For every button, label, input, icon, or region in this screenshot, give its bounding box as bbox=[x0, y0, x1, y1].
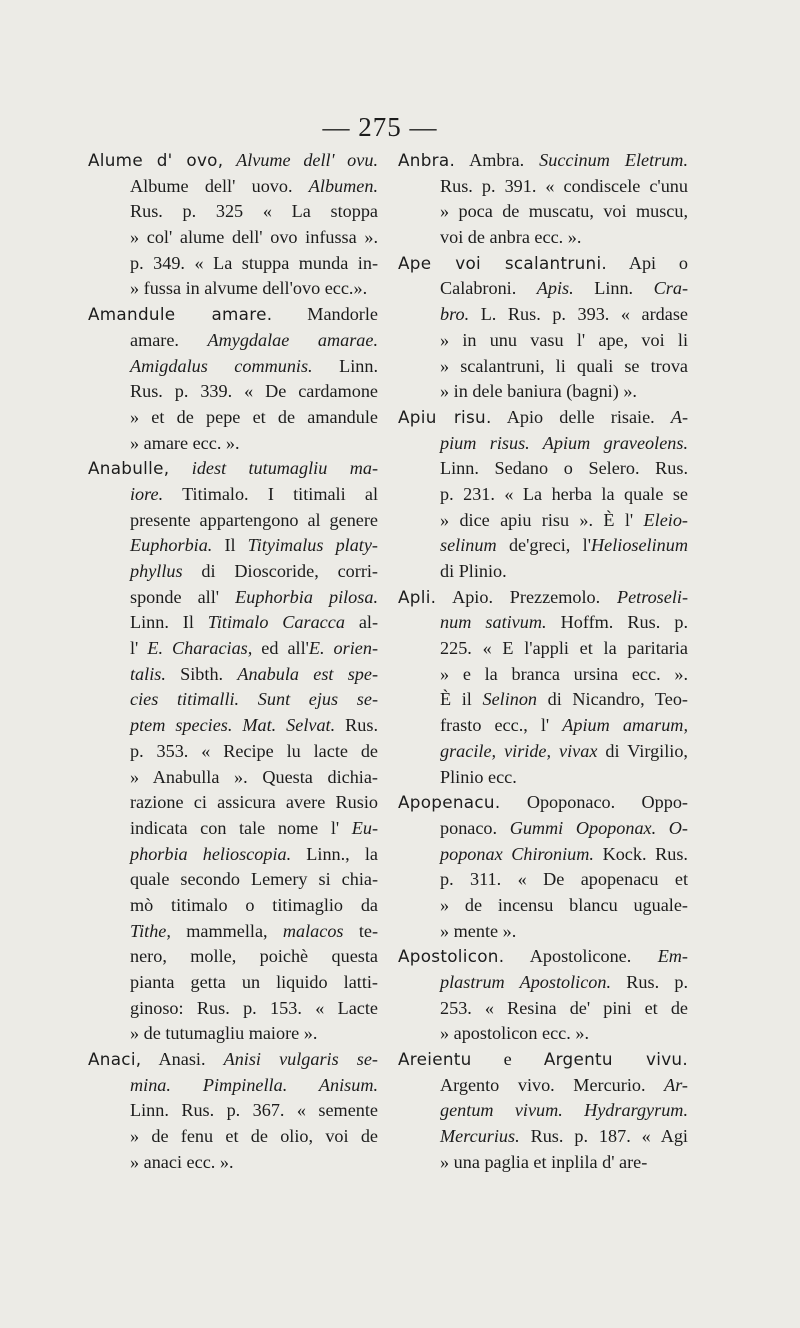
text-segment: Titimalo. I titimali al bbox=[163, 483, 378, 504]
text-segment: Apio. Prezzemolo. bbox=[436, 586, 617, 607]
entry-line bbox=[88, 1124, 378, 1150]
right-column bbox=[398, 148, 688, 1176]
left-column bbox=[88, 148, 378, 1176]
text-segment: al- bbox=[344, 612, 378, 633]
entry-line bbox=[88, 354, 378, 380]
entry-line bbox=[88, 893, 378, 919]
text-segment: ed all' bbox=[252, 638, 309, 659]
entry-headword: Anbra. bbox=[398, 150, 456, 170]
entry-line bbox=[398, 662, 688, 688]
text-segment: Rus. p. 339. « De cardamone bbox=[130, 381, 378, 402]
italic-text: Anisi vulgaris se- bbox=[223, 1049, 378, 1070]
entry-line bbox=[398, 765, 688, 791]
text-segment: razione ci assicura avere Rusio bbox=[130, 792, 378, 813]
italic-text: talis. bbox=[130, 663, 166, 684]
entry-line bbox=[398, 739, 688, 765]
entry-line bbox=[88, 970, 378, 996]
entry-apopenacu bbox=[398, 790, 688, 944]
text-segment: te- bbox=[343, 920, 378, 941]
entry-line bbox=[398, 585, 688, 611]
entry-anabulle bbox=[88, 456, 378, 1047]
text-segment: Linn., la bbox=[291, 843, 378, 864]
italic-text: pium risus. Apium graveolens. bbox=[440, 432, 688, 453]
text-segment: Ambra. bbox=[455, 150, 540, 170]
entry-line bbox=[398, 508, 688, 534]
italic-text: ptem species. Mat. Selvat. bbox=[130, 715, 336, 736]
text-segment: p. 353. « Recipe lu lacte de bbox=[130, 740, 378, 761]
entry-line bbox=[398, 610, 688, 636]
entry-line bbox=[88, 1073, 378, 1099]
italic-text: Apium amarum, bbox=[562, 715, 688, 736]
entry-line bbox=[398, 225, 688, 251]
italic-text: gracile, viride, vivax bbox=[440, 740, 598, 761]
text-segment: sponde all' bbox=[130, 586, 236, 607]
italic-text: Anabula est spe- bbox=[237, 663, 378, 684]
entry-line bbox=[398, 816, 688, 842]
entry-line bbox=[398, 1047, 688, 1073]
entry-line bbox=[88, 559, 378, 585]
entry-line bbox=[88, 276, 378, 302]
entry-line bbox=[88, 1098, 378, 1124]
italic-text: plastrum Apostolicon. bbox=[440, 972, 612, 992]
italic-text: Euphorbia. bbox=[130, 535, 213, 556]
text-segment: » una paglia et inplila d' are- bbox=[440, 1151, 648, 1172]
entry-line bbox=[88, 765, 378, 791]
entry-line bbox=[88, 713, 378, 739]
entry-line bbox=[88, 1021, 378, 1047]
text-segment: indicata con tale nome l' bbox=[130, 817, 352, 838]
entry-line bbox=[88, 739, 378, 765]
entry-line bbox=[88, 251, 378, 277]
text-segment bbox=[169, 458, 191, 478]
text-segment: Linn. Il bbox=[130, 612, 208, 633]
text-segment: p. 231. « La herba la quale se bbox=[440, 483, 688, 504]
entry-line bbox=[398, 919, 688, 945]
text-segment: » de incensu blancu uguale- bbox=[440, 894, 688, 915]
entry-line bbox=[398, 970, 688, 996]
text-segment: » poca de muscatu, voi muscu, bbox=[440, 201, 688, 222]
entry-line bbox=[398, 148, 688, 174]
text-segment: Api o bbox=[607, 252, 688, 273]
entry-line bbox=[398, 328, 688, 354]
entry-line bbox=[88, 790, 378, 816]
entry-line bbox=[88, 636, 378, 662]
entry-line bbox=[88, 944, 378, 970]
entry-anbra bbox=[398, 148, 688, 251]
text-segment: mò titimalo o titimaglio da bbox=[130, 894, 378, 915]
text-segment: Linn. Sedano o Selero. Rus. bbox=[440, 458, 688, 479]
italic-text: idest tutumagliu ma- bbox=[191, 458, 378, 479]
entry-line bbox=[88, 405, 378, 431]
entry-line bbox=[398, 456, 688, 482]
text-segment: Plinio ecc. bbox=[440, 766, 517, 787]
entry-line bbox=[398, 533, 688, 559]
text-segment: p. 349. « La stuppa munda in- bbox=[130, 252, 378, 273]
entry-line bbox=[88, 482, 378, 508]
text-segment: Apostolicone. bbox=[504, 946, 658, 967]
entry-line bbox=[88, 379, 378, 405]
entry-line bbox=[398, 1073, 688, 1099]
text-segment: Linn. Rus. p. 367. « semente bbox=[130, 1100, 378, 1121]
text-segment: » anaci ecc. ». bbox=[130, 1151, 234, 1172]
entry-line bbox=[398, 687, 688, 713]
entry-line bbox=[88, 199, 378, 225]
italic-text: Amygdalae amarae. bbox=[207, 329, 378, 350]
entry-line bbox=[88, 302, 378, 328]
entry-line bbox=[398, 276, 688, 302]
text-segment: Rus. p. 391. « condiscele c'unu bbox=[440, 175, 688, 196]
entry-line bbox=[398, 482, 688, 508]
text-segment: Sibth. bbox=[165, 663, 238, 684]
entry-apostolicon bbox=[398, 944, 688, 1047]
italic-text: Apis. bbox=[536, 278, 574, 299]
entry-line bbox=[88, 328, 378, 354]
text-segment: 253. « Resina de' pini et de bbox=[440, 997, 688, 1018]
text-segment: » de tutumagliu maiore ». bbox=[130, 1023, 318, 1044]
page-number: — 275 — bbox=[322, 112, 438, 142]
text-segment: Apio delle risaie. bbox=[491, 406, 671, 427]
italic-text: Petroseli- bbox=[616, 586, 688, 607]
text-segment: nero, molle, poichè questa bbox=[130, 946, 378, 967]
entry-headword: Apli. bbox=[398, 586, 437, 607]
entry-line bbox=[398, 199, 688, 225]
text-segment: » col' alume dell' ovo infussa ». bbox=[130, 227, 378, 248]
text-segment: di Virgilio, bbox=[597, 740, 688, 761]
italic-text: Helioselinum bbox=[591, 535, 688, 556]
text-segment: Albume dell' uovo. bbox=[130, 175, 309, 196]
text-segment: » scalantruni, li quali se trova bbox=[440, 355, 688, 376]
text-segment: 225. « E l'appli et la paritaria bbox=[440, 638, 688, 659]
italic-text: Ar- bbox=[664, 1074, 688, 1095]
entry-line bbox=[398, 251, 688, 277]
entry-line bbox=[88, 662, 378, 688]
italic-text: Alvume dell' ovu. bbox=[236, 150, 378, 170]
entry-headword: Alume d' ovo, bbox=[88, 150, 224, 170]
text-segment bbox=[223, 150, 236, 170]
entry-line bbox=[88, 225, 378, 251]
text-segment: » dice apiu risu ». È l' bbox=[440, 509, 644, 530]
entry-line bbox=[398, 713, 688, 739]
text-segment: di Dioscoride, corri- bbox=[182, 561, 378, 581]
text-segment: » mente ». bbox=[440, 920, 517, 941]
italic-text: E. orien- bbox=[308, 638, 378, 659]
text-segment: » et de pepe et de amandule bbox=[130, 406, 378, 427]
italic-text: poponax Chironium. bbox=[440, 843, 594, 864]
entry-line bbox=[88, 867, 378, 893]
italic-text: Gummi Opoponax. O- bbox=[509, 817, 688, 838]
entry-line bbox=[88, 610, 378, 636]
entry-headword: Argentu vivu. bbox=[543, 1049, 688, 1070]
entry-areientu bbox=[398, 1047, 688, 1175]
text-segment: l' bbox=[130, 638, 148, 659]
text-segment: Argento vivo. Mercurio. bbox=[440, 1074, 665, 1095]
text-segment: » fussa in alvume dell'ovo ecc.». bbox=[130, 278, 368, 299]
text-segment: mammella, bbox=[170, 920, 283, 941]
text-segment: ginoso: Rus. p. 153. « Lacte bbox=[130, 997, 378, 1018]
text-segment: Rus. p. 325 « La stoppa bbox=[130, 201, 378, 222]
text-segment: pianta getta un liquido latti- bbox=[130, 972, 378, 992]
entry-line bbox=[398, 559, 688, 585]
entry-line bbox=[398, 431, 688, 457]
entry-headword: Apostolicon. bbox=[398, 946, 505, 967]
italic-text: gentum vivum. Hydrargyrum. bbox=[440, 1100, 688, 1121]
italic-text: bro. bbox=[440, 304, 470, 325]
italic-text: Eu- bbox=[351, 817, 378, 838]
text-segment: L. Rus. p. 393. « ardase bbox=[469, 304, 688, 325]
entry-line bbox=[398, 944, 688, 970]
italic-text: Tityimalus platy- bbox=[247, 535, 378, 556]
italic-text: Albumen. bbox=[308, 175, 378, 196]
italic-text: A- bbox=[670, 406, 688, 427]
text-segment: Anasi. bbox=[141, 1049, 224, 1070]
text-segment: Il bbox=[212, 535, 248, 556]
text-segment: de'greci, l' bbox=[496, 535, 591, 556]
entry-line bbox=[398, 1021, 688, 1047]
entry-line bbox=[398, 842, 688, 868]
entry-line bbox=[88, 508, 378, 534]
text-segment: di Plinio. bbox=[440, 561, 507, 581]
italic-text: Titimalo Caracca bbox=[207, 612, 345, 633]
entry-line bbox=[88, 919, 378, 945]
entry-headword: Areientu bbox=[398, 1049, 472, 1070]
entry-apli bbox=[398, 585, 688, 791]
italic-text: Mercurius. bbox=[440, 1126, 520, 1147]
entry-line bbox=[398, 1098, 688, 1124]
entry-line bbox=[398, 996, 688, 1022]
text-segment: frasto ecc., l' bbox=[440, 715, 563, 736]
italic-text: phyllus bbox=[130, 561, 183, 581]
text-segment: » apostolicon ecc. ». bbox=[440, 1023, 589, 1044]
text-segment: Rus. p. 187. « Agi bbox=[519, 1126, 688, 1147]
entry-line bbox=[88, 585, 378, 611]
entry-line bbox=[398, 302, 688, 328]
entry-ape-voi-scalantruni bbox=[398, 251, 688, 405]
text-segment: È il bbox=[440, 689, 483, 710]
italic-text: E. Characias, bbox=[147, 638, 253, 659]
text-segment: Rus. p. bbox=[611, 972, 688, 992]
entry-alume-d-ovo bbox=[88, 148, 378, 302]
text-segment: » in unu vasu l' ape, voi li bbox=[440, 329, 688, 350]
entry-line bbox=[398, 1150, 688, 1176]
text-segment: Opoponaco. Oppo- bbox=[500, 792, 688, 813]
italic-text: Selinon bbox=[482, 689, 538, 710]
entry-line bbox=[398, 379, 688, 405]
entry-line bbox=[88, 1150, 378, 1176]
italic-text: Tithe, bbox=[130, 920, 171, 941]
entry-line bbox=[88, 996, 378, 1022]
entry-line bbox=[88, 816, 378, 842]
italic-text: phorbia helioscopia. bbox=[130, 843, 292, 864]
italic-text: Amigdalus communis. bbox=[130, 355, 313, 376]
text-segment: quale secondo Lemery si chia- bbox=[130, 869, 378, 890]
entry-line bbox=[88, 148, 378, 174]
text-segment: p. 311. « De apopenacu et bbox=[440, 869, 688, 890]
entry-line bbox=[88, 533, 378, 559]
entry-line bbox=[398, 354, 688, 380]
text-segment: e bbox=[471, 1049, 544, 1070]
italic-text: selinum bbox=[440, 535, 497, 556]
italic-text: Cra- bbox=[653, 278, 688, 299]
entry-headword: Apiu risu. bbox=[398, 406, 492, 427]
text-segment: voi de anbra ecc. ». bbox=[440, 227, 582, 248]
entry-line bbox=[398, 174, 688, 200]
text-segment: Rus. bbox=[335, 715, 378, 736]
text-segment: Hoffm. Rus. p. bbox=[546, 612, 688, 633]
entry-line bbox=[88, 842, 378, 868]
italic-text: cies titimalli. Sunt ejus se- bbox=[130, 689, 378, 710]
entry-amandule-amare bbox=[88, 302, 378, 456]
text-segment: » in dele baniura (bagni) ». bbox=[440, 381, 637, 402]
entry-line bbox=[88, 1047, 378, 1073]
entry-anaci bbox=[88, 1047, 378, 1175]
entry-line bbox=[398, 867, 688, 893]
text-segment: Linn. bbox=[573, 278, 654, 299]
text-segment: di Nicandro, Teo- bbox=[537, 689, 688, 710]
text-segment: » de fenu et de olio, voi de bbox=[130, 1126, 378, 1147]
italic-text: Euphorbia pilosa. bbox=[235, 586, 378, 607]
text-segment: » amare ecc. ». bbox=[130, 432, 240, 453]
entry-headword: Ape voi scalantruni. bbox=[398, 252, 608, 273]
italic-text: Succinum Eletrum. bbox=[539, 150, 688, 170]
italic-text: Em- bbox=[657, 946, 688, 967]
text-segment: Kock. Rus. bbox=[593, 843, 688, 864]
entry-line bbox=[88, 174, 378, 200]
italic-text: Eleio- bbox=[643, 509, 688, 530]
entry-line bbox=[398, 893, 688, 919]
text-segment: Mandorle bbox=[272, 304, 378, 325]
italic-text: iore. bbox=[130, 483, 164, 504]
entry-headword: Anabulle, bbox=[88, 458, 170, 479]
entry-headword: Amandule amare. bbox=[88, 304, 273, 325]
entry-headword: Apopenacu. bbox=[398, 792, 501, 813]
text-segment: ponaco. bbox=[440, 817, 510, 838]
entry-line bbox=[88, 431, 378, 457]
entry-line bbox=[88, 456, 378, 482]
text-segment: » e la branca ursina ecc. ». bbox=[440, 663, 688, 684]
text-segment: » Anabulla ». Questa dichia- bbox=[130, 766, 378, 787]
entry-line bbox=[398, 405, 688, 431]
text-segment: Linn. bbox=[312, 355, 378, 376]
text-segment: amare. bbox=[130, 329, 208, 350]
italic-text: mina. Pimpinella. Anisum. bbox=[130, 1074, 378, 1095]
entry-line bbox=[398, 636, 688, 662]
entry-line bbox=[398, 1124, 688, 1150]
text-segment: Calabroni. bbox=[440, 278, 537, 299]
text-segment: presente appartengono al genere bbox=[130, 509, 378, 530]
italic-text: malacos bbox=[282, 920, 344, 941]
entry-line bbox=[88, 687, 378, 713]
entry-line bbox=[398, 790, 688, 816]
entry-headword: Anaci, bbox=[88, 1049, 142, 1070]
entry-apiu-risu bbox=[398, 405, 688, 585]
italic-text: num sativum. bbox=[440, 612, 547, 633]
